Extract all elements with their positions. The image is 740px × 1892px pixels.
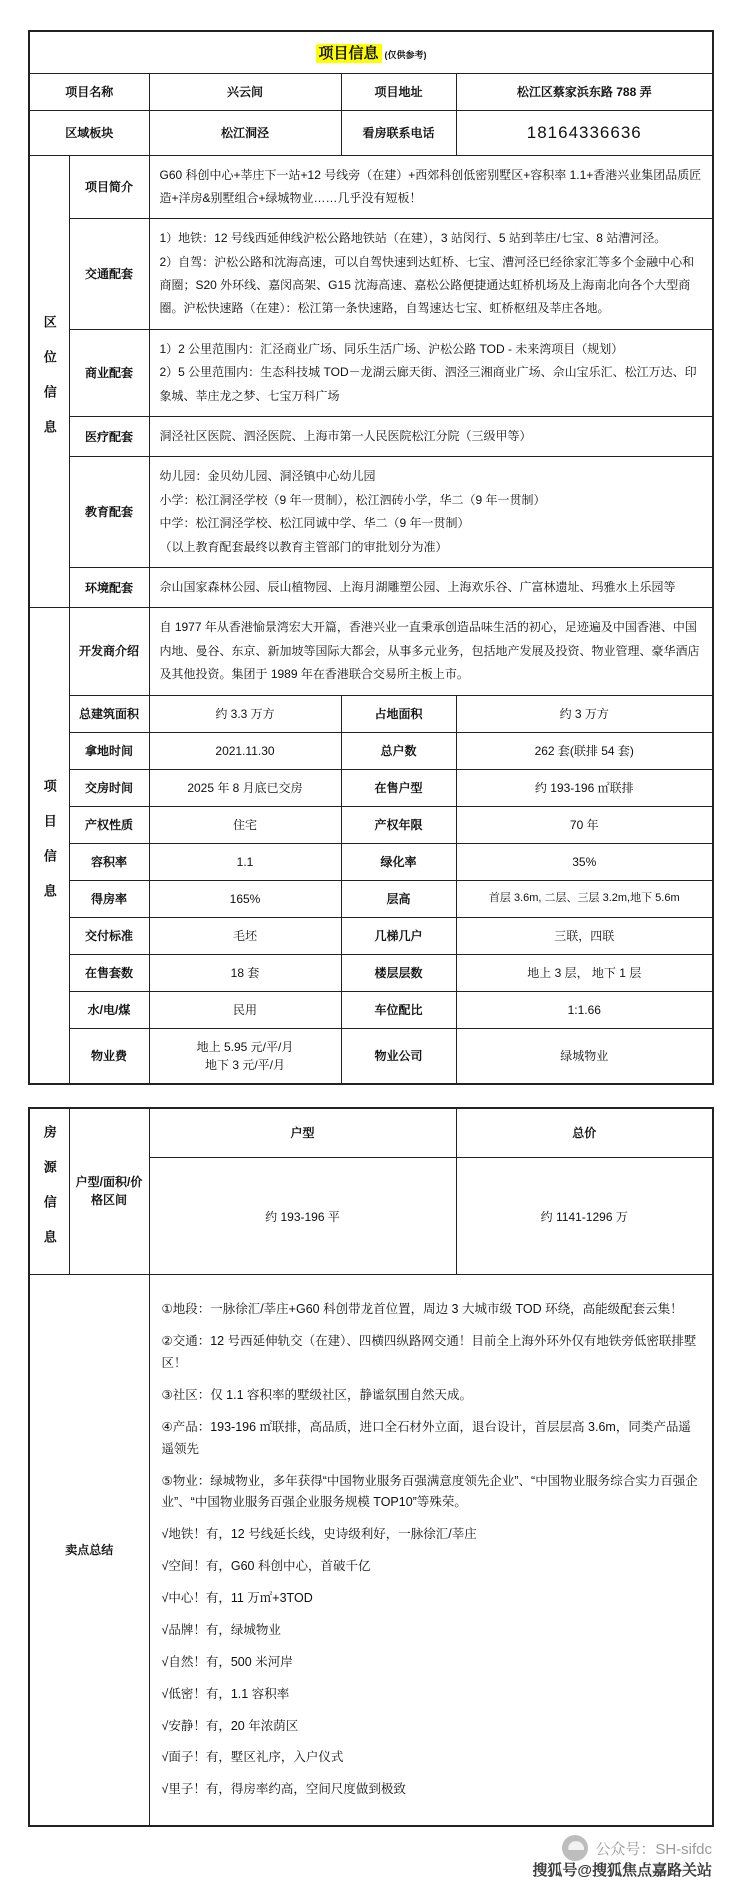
floor-height-label: 层高	[341, 880, 456, 917]
education-content: 幼儿园：金贝幼儿园、洞泾镇中心幼儿园 小学：松江洞泾学校（9 年一贯制），松江泗砖小学，华二（9 年一贯制） 中学：松江洞泾学校、松江同诚中学、华二（9 年一贯制） （以上教育配套最终以教育主管部门的审批划分为准）	[149, 457, 713, 568]
plot-ratio-value: 1.1	[149, 843, 341, 880]
total-units-label: 总户数	[341, 732, 456, 769]
selling-point: √品牌！有，绿城物业	[161, 1622, 281, 1637]
location-row	[29, 567, 713, 607]
commerce-content: 1）2 公里范围内：汇泾商业广场、同乐生活广场、沪松公路 TOD - 未来湾项目（规划） 2）5 公里范围内：生态科技城 TOD－龙湖云廊天街、泗泾三湘商业广场、佘山宝乐汇、松江万达、印象城、莘庄龙之梦、七宝万科广场	[149, 329, 713, 416]
selling-point: ⑤物业：绿城物业，多年获得“中国物业服务百强满意度领先企业”、“中国物业服务综合实力百强企业”、“中国物业服务百强企业服务规模 TOP10”等殊荣。	[161, 1473, 698, 1510]
utilities-value: 民用	[149, 991, 341, 1028]
property-type-label: 产权性质	[69, 806, 149, 843]
green-ratio-label: 绿化率	[341, 843, 456, 880]
project-brief-label: 项目简介	[69, 155, 149, 219]
project-row	[29, 608, 713, 695]
efficiency-value: 165%	[149, 880, 341, 917]
total-price-header: 总价	[456, 1108, 713, 1158]
plot-ratio-label: 容积率	[69, 843, 149, 880]
project-name-value: 兴云间	[149, 74, 341, 111]
education-label: 教育配套	[69, 457, 149, 568]
on-sale-count-value: 18 套	[149, 954, 341, 991]
selling-points-row	[29, 1275, 713, 1826]
tenure-label: 产权年限	[341, 806, 456, 843]
selling-point: √中心！有，11 万㎡+3TOD	[161, 1591, 313, 1606]
selling-point: √低密！有，1.1 容积率	[161, 1686, 290, 1701]
units-per-floor-label: 几梯几户	[341, 917, 456, 954]
project-address-label: 项目地址	[341, 74, 456, 111]
sohu-focus-logo-icon	[562, 1835, 588, 1861]
project-row	[29, 732, 713, 769]
site-area-value: 约 3 万方	[456, 695, 713, 732]
environment-label: 环境配套	[69, 567, 149, 607]
project-row	[29, 880, 713, 917]
delivery-date-label: 交房时间	[69, 769, 149, 806]
listing-section-label: 房源信息	[41, 1124, 57, 1266]
gfa-label: 总建筑面积	[69, 695, 149, 732]
selling-point: ③社区：仅 1.1 容积率的墅级社区，静谧氛围自然天成。	[161, 1387, 473, 1402]
green-ratio-value: 35%	[456, 843, 713, 880]
location-section-label: 区位信息	[41, 314, 57, 456]
project-section-cell	[29, 608, 69, 1084]
location-row	[29, 329, 713, 416]
transport-label: 交通配套	[69, 219, 149, 330]
project-row	[29, 695, 713, 732]
mgmt-fee-value: 地上 5.95 元/平/月 地下 3 元/平/月	[149, 1028, 341, 1084]
project-info-table	[28, 30, 714, 1085]
on-sale-count-label: 在售套数	[69, 954, 149, 991]
listing-header-row	[29, 1108, 713, 1158]
efficiency-label: 得房率	[69, 880, 149, 917]
transport-content: 1）地铁：12 号线西延伸线沪松公路地铁站（在建），3 站闵行、5 站到莘庄/七宝、8 站漕河泾。 2）自驾：沪松公路和沈海高速，可以自驾快速到达虹桥、七宝、漕河泾已经徐家汇等多个金融中心和商圈；S20 外环线、嘉闵高架、G15 沈海高速、嘉松公路便捷通达虹桥机场及上海南北向各个大型商圈。沪松快速路（在建）：松江第一条快速路，自驾速达七宝、虹桥枢纽及莘庄各地。	[149, 219, 713, 330]
location-row	[29, 155, 713, 219]
layout-header: 户型	[149, 1108, 456, 1158]
parking-ratio-label: 车位配比	[341, 991, 456, 1028]
tenure-value: 70 年	[456, 806, 713, 843]
project-row	[29, 769, 713, 806]
location-section-cell	[29, 155, 69, 608]
site-area-label: 占地面积	[341, 695, 456, 732]
selling-point: √安静！有，20 年浓荫区	[161, 1718, 299, 1733]
medical-label: 医疗配套	[69, 417, 149, 457]
selling-point: ①地段：一脉徐汇/莘庄+G60 科创带龙首位置，周边 3 大城市级 TOD 环绕，高能级配套云集！	[161, 1302, 683, 1317]
basic-row	[29, 111, 713, 156]
selling-point: ②交通：12 号西延伸轨交（在建）、四横四纵路网交通！目前全上海外环外仅有地铁旁低密联排墅区！	[161, 1334, 697, 1371]
project-row	[29, 917, 713, 954]
total-price-value: 约 1141-1296 万	[456, 1158, 713, 1275]
selling-point: √面子！有，墅区礼序，入户仪式	[161, 1750, 344, 1765]
project-address-value: 松江区蔡家浜东路 788 弄	[456, 74, 713, 111]
utilities-label: 水/电/煤	[69, 991, 149, 1028]
selling-point: √里子！有，得房率约高，空间尺度做到极致	[161, 1782, 406, 1797]
project-row	[29, 806, 713, 843]
watermark-area	[28, 1835, 712, 1880]
listing-row-label: 户型/面积/价格区间	[69, 1108, 149, 1275]
developer-label: 开发商介绍	[69, 608, 149, 695]
selling-points-content	[149, 1275, 713, 1826]
parking-ratio-value: 1:1.66	[456, 991, 713, 1028]
gfa-value: 约 3.3 万方	[149, 695, 341, 732]
page-title	[29, 31, 713, 74]
phone-label: 看房联系电话	[341, 111, 456, 156]
commerce-label: 商业配套	[69, 329, 149, 416]
page-title-note: (仅供参考)	[384, 50, 427, 60]
land-date-label: 拿地时间	[69, 732, 149, 769]
watermark-row	[562, 1835, 712, 1861]
project-row	[29, 954, 713, 991]
mgmt-fee-label: 物业费	[69, 1028, 149, 1084]
delivery-standard-value: 毛坯	[149, 917, 341, 954]
watermark-wechat-text: 公众号：SH-sifdc	[595, 1840, 712, 1858]
property-type-value: 住宅	[149, 806, 341, 843]
land-date-value: 2021.11.30	[149, 732, 341, 769]
selling-points-label: 卖点总结	[29, 1275, 149, 1826]
total-units-value: 262 套(联排 54 套)	[456, 732, 713, 769]
project-row	[29, 991, 713, 1028]
project-section-label: 项目信息	[41, 778, 57, 920]
floors-value: 地上 3 层， 地下 1 层	[456, 954, 713, 991]
watermark-sohu-text: 搜狐号@搜狐焦点嘉路关站	[532, 1862, 712, 1880]
project-row	[29, 1028, 713, 1084]
project-brief-content: G60 科创中心+莘庄下一站+12 号线旁（在建）+西郊科创低密别墅区+容积率 1.1+香港兴业集团品质匠造+洋房&别墅组合+绿城物业……几乎没有短板！	[149, 155, 713, 219]
district-value: 松江洞泾	[149, 111, 341, 156]
delivery-date-value: 2025 年 8 月底已交房	[149, 769, 341, 806]
mgmt-company-label: 物业公司	[341, 1028, 456, 1084]
selling-point: ④产品：193-196 ㎡联排，高品质，进口全石材外立面，退台设计，首层层高 3.6m，同类产品遥遥领先	[161, 1419, 691, 1456]
district-label: 区域板块	[29, 111, 149, 156]
floor-height-value: 首层 3.6m, 二层、三层 3.2m,地下 5.6m	[456, 880, 713, 917]
mgmt-company-value: 绿城物业	[456, 1028, 713, 1084]
layout-value: 约 193-196 平	[149, 1158, 456, 1275]
location-row	[29, 219, 713, 330]
units-per-floor-value: 三联，四联	[456, 917, 713, 954]
floors-label: 楼层层数	[341, 954, 456, 991]
project-name-label: 项目名称	[29, 74, 149, 111]
listing-info-table	[28, 1107, 714, 1828]
on-sale-type-value: 约 193-196 ㎡联排	[456, 769, 713, 806]
selling-point: √地铁！有，12 号线延长线，史诗级利好，一脉徐汇/莘庄	[161, 1527, 477, 1542]
medical-content: 洞泾社区医院、泗泾医院、上海市第一人民医院松江分院（三级甲等）	[149, 417, 713, 457]
title-row	[29, 31, 713, 74]
listing-section-cell	[29, 1108, 69, 1275]
selling-point: √空间！有，G60 科创中心，首破千亿	[161, 1559, 371, 1574]
page-title-text: 项目信息	[316, 44, 382, 63]
selling-point: √自然！有，500 米河岸	[161, 1654, 293, 1669]
developer-content: 自 1977 年从香港愉景湾宏大开篇，香港兴业一直秉承创造品味生活的初心，足迹遍及中国香港、中国内地、曼谷、东京、新加坡等国际大都会，从事多元业务，包括地产发展及投资、物业管理、豪华酒店及其他投资。集团于 1989 年在香港联合交易所主板上市。	[149, 608, 713, 695]
phone-value: 18164336636	[456, 111, 713, 156]
basic-row	[29, 74, 713, 111]
on-sale-type-label: 在售户型	[341, 769, 456, 806]
location-row	[29, 457, 713, 568]
environment-content: 佘山国家森林公园、辰山植物园、上海月湖雕塑公园、上海欢乐谷、广富林遗址、玛雅水上乐园等	[149, 567, 713, 607]
delivery-standard-label: 交付标准	[69, 917, 149, 954]
location-row	[29, 417, 713, 457]
project-row	[29, 843, 713, 880]
